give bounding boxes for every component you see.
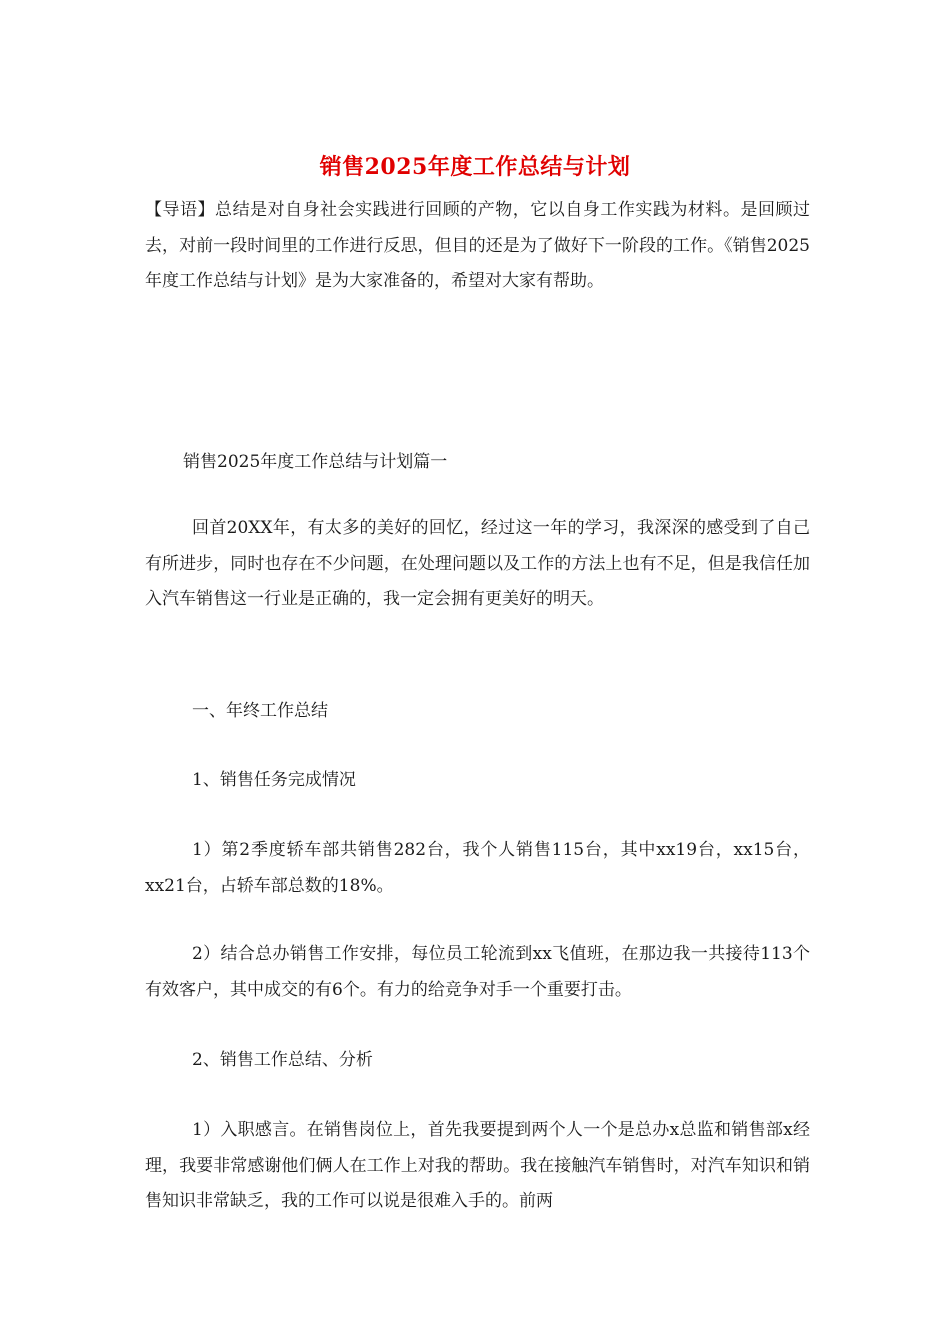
body-paragraph-2: 1）第2季度轿车部共销售282台，我个人销售115台，其中xx19台，xx15台，xx21台，占轿车部总数的18%。 <box>145 840 810 896</box>
heading-sales-task: 1、销售任务完成情况 <box>192 770 356 790</box>
body-paragraph-1: 回首20XX年，有太多的美好的回忆，经过这一年的学习，我深深的感受到了自己有所进步，同时也存在不少问题，在处理问题以及工作的方法上也有不足，但是我信任加入汽车销售这一行业是正确的，我一定会拥有更美好的明天。 <box>145 518 810 609</box>
section-heading: 销售2025年度工作总结与计划篇一 <box>183 452 448 472</box>
body-paragraph-4: 1）入职感言。在销售岗位上，首先我要提到两个人一个是总办x总监和销售部x经理，我要非常感谢他们俩人在工作上对我的帮助。我在接触汽车销售时，对汽车知识和销售知识非常缺乏，我的工作可以说是很难入手的。前两 <box>145 1120 810 1211</box>
body-paragraph-3: 2）结合总办销售工作安排，每位员工轮流到xx飞值班，在那边我一共接待113个有效客户，其中成交的有6个。有力的给竞争对手一个重要打击。 <box>145 944 810 1000</box>
heading-sales-analysis: 2、销售工作总结、分析 <box>192 1050 373 1070</box>
heading-year-end-summary: 一、年终工作总结 <box>192 701 328 721</box>
intro-paragraph: 【导语】总结是对自身社会实践进行回顾的产物，它以自身工作实践为材料。是回顾过去，对前一段时间里的工作进行反思，但目的还是为了做好下一阶段的工作。《销售2025年度工作总结与计划》是为大家准备的，希望对大家有帮助。 <box>145 200 810 291</box>
document-title: 销售2025年度工作总结与计划 <box>319 154 631 180</box>
